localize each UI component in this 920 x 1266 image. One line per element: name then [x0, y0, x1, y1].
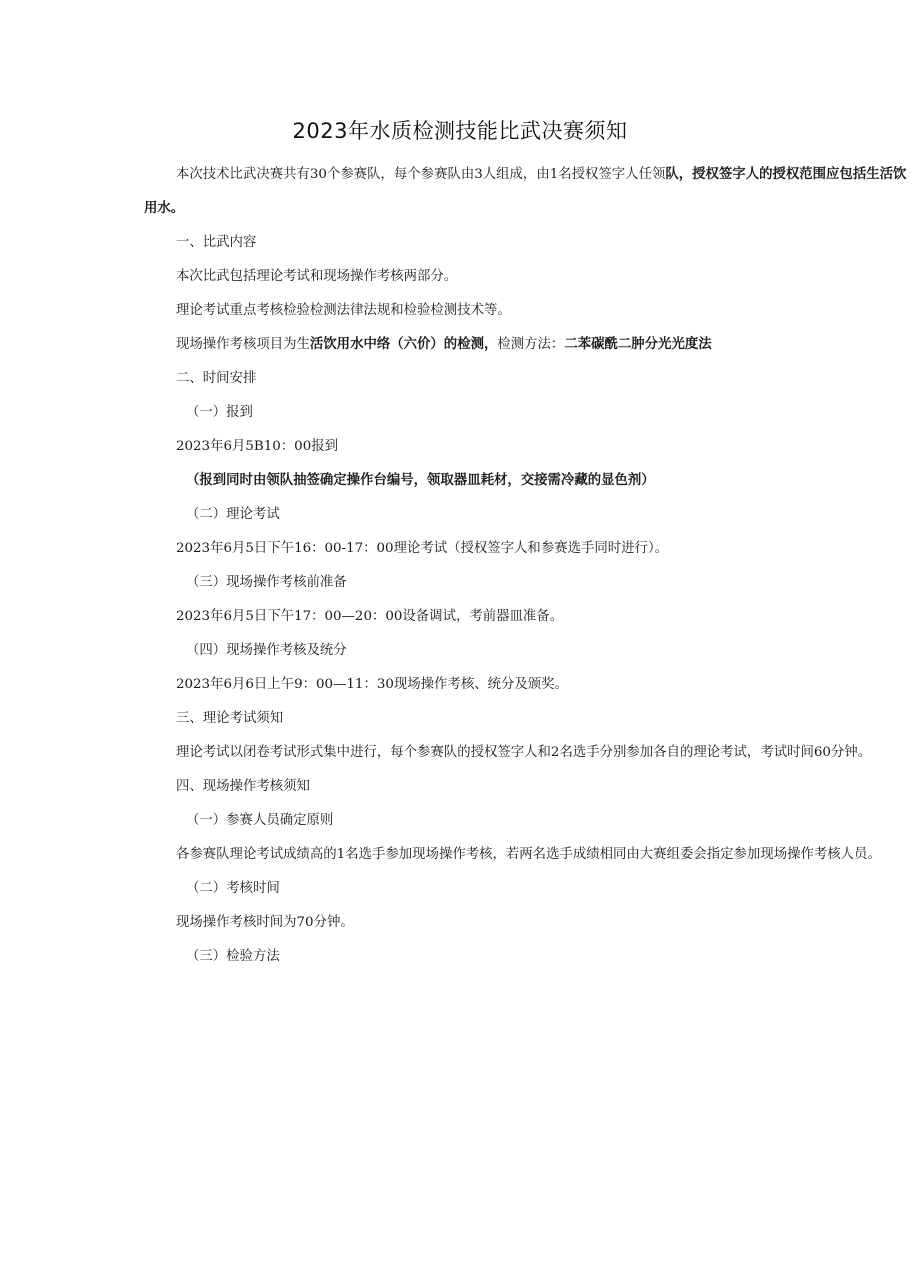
content-paragraph-2: 理论考试重点考核检验检测法律法规和检验检测技术等。 [176, 303, 511, 318]
section-heading-schedule: 二、时间安排 [176, 371, 257, 386]
exam-duration-text: 现场操作考核时间为70分钟。 [176, 915, 354, 930]
content-paragraph-1: 本次比武包括理论考试和现场操作考核两部分。 [176, 269, 458, 284]
theory-exam-time: 2023年6月5日下午16：00-17：00理论考试（授权签字人和参赛选手同时进行）。 [176, 541, 669, 556]
participant-rules-paragraph: 各参赛队理论考试成绩高的1名选手参加现场操作考核，若两名选手成绩相同由大赛组委会指定参加现场操作考核人员。 [176, 847, 881, 862]
subheading-theory-exam: （二）理论考试 [186, 507, 280, 522]
document-body [144, 158, 910, 974]
subheading-preparation: （三）现场操作考核前准备 [186, 575, 347, 590]
subheading-exam-duration: （二）考核时间 [186, 881, 280, 896]
intro-paragraph [144, 158, 910, 226]
theory-notice-paragraph: 理论考试以闭卷考试形式集中进行，每个参赛队的授权签字人和2名选手分别参加各自的理论考试，考试时间60分钟。 [176, 745, 872, 760]
document-title: 2023年水质检测技能比武决赛须知 [292, 119, 628, 143]
method-name: 二苯碳酰二肿分光光度法 [564, 337, 712, 352]
subheading-registration: （一）报到 [186, 405, 253, 420]
registration-time: 2023年6月5B10：00报到 [176, 439, 338, 454]
intro-text-bold: 队，授权签字人的授权范围应包括生活饮用水。 [144, 167, 907, 216]
method-label: 检测方法： [497, 337, 565, 352]
subheading-practical-exam: （四）现场操作考核及统分 [186, 643, 347, 658]
section-heading-theory-notice: 三、理论考试须知 [176, 711, 284, 726]
subheading-participant-rules: （一）参赛人员确定原则 [186, 813, 334, 828]
intro-text: 本次技术比武决赛共有30个参赛队，每个参赛队由3人组成，由1名授权签字人任领 [176, 167, 666, 182]
registration-note: （报到同时由领队抽签确定操作台编号，领取器皿耗材，交接需冷藏的显色剂） [186, 473, 655, 488]
subheading-test-method: （三）检验方法 [186, 949, 280, 964]
content-paragraph-3 [144, 328, 910, 362]
exam-item-bold: 活饮用水中络（六价）的检测， [309, 337, 498, 352]
exam-item-text: 现场操作考核项目为生 [176, 337, 310, 352]
section-heading-content: 一、比武内容 [176, 235, 257, 250]
section-heading-practical-notice: 四、现场操作考核须知 [176, 779, 310, 794]
preparation-time: 2023年6月5日下午17：00—20：00设备调试，考前器皿准备。 [176, 609, 564, 624]
practical-exam-time: 2023年6月6日上午9：00—11：30现场操作考核、统分及颁奖。 [176, 677, 568, 692]
